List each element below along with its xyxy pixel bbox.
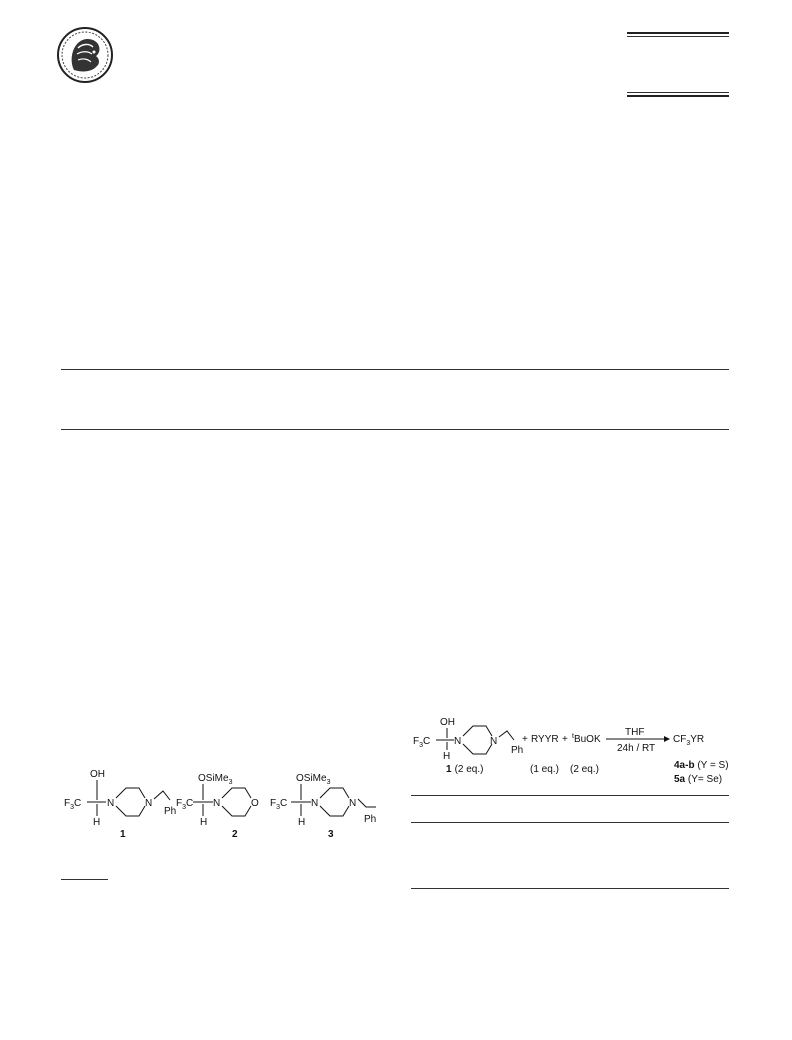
compound-3-osime3: OSiMe$_3$ — [296, 773, 331, 786]
scheme-product-note-1: 4a-b (Y = S) — [674, 760, 729, 771]
compound-2-structure — [176, 773, 259, 840]
scheme-reactant-label: 1 (2 eq.) — [446, 764, 484, 775]
figure-compounds — [60, 766, 390, 846]
compound-1-n2: N — [145, 798, 153, 809]
scheme-reactant-n2: N — [490, 736, 498, 747]
table-rule-top — [411, 795, 729, 796]
compound-2-o: O — [251, 798, 259, 809]
scheme-plus-2: + — [562, 734, 568, 745]
compound-3-ph: Ph — [364, 814, 377, 825]
compound-3-h: H — [298, 817, 306, 828]
compound-2-cf3: $F_3C$ — [176, 798, 194, 811]
header-rule-top — [627, 32, 729, 34]
scheme-arrow — [606, 727, 670, 754]
compound-3-n1: N — [311, 798, 319, 809]
compound-3-cf3: $F_3C$ — [270, 798, 288, 811]
scheme-product-note-2: 5a (Y= Se) — [674, 774, 723, 785]
compound-1-h: H — [93, 817, 101, 828]
compound-2-osime3: OSiMe$_3$ — [198, 773, 233, 786]
header-rule-bottom — [627, 95, 729, 97]
header-rule-top-thin — [627, 36, 729, 37]
scheme-arrow-conditions-top: THF — [625, 727, 645, 738]
scheme-reactant-n1: N — [454, 736, 462, 747]
compound-3-number: 3 — [328, 829, 334, 840]
compound-1-ph: Ph — [164, 806, 177, 817]
compound-2-n1: N — [213, 798, 221, 809]
scheme-reagent-tbuok-eq: (2 eq.) — [570, 764, 599, 775]
table-rule-bottom — [411, 888, 729, 889]
scheme-reactant-hydroxy: OH — [440, 717, 455, 728]
scheme-reactant-cf3: $F_3C$ — [413, 736, 431, 749]
compound-1-structure — [64, 769, 176, 840]
scheme-plus-1: + — [522, 734, 528, 745]
compound-1-cf3: $F_3C$ — [64, 798, 82, 811]
scheme-product: $CF_3YR$ — [673, 734, 705, 747]
compound-1-n1: N — [107, 798, 115, 809]
abstract-rule-top — [61, 369, 729, 370]
compound-2-h: H — [200, 817, 208, 828]
compound-1-number: 1 — [120, 829, 126, 840]
compound-3-structure — [270, 773, 376, 840]
table-rule-header — [411, 822, 729, 823]
scheme-arrow-conditions-bottom: 24h / RT — [617, 743, 656, 754]
reaction-scheme — [410, 710, 732, 786]
scheme-reactant-ph: Ph — [511, 745, 524, 756]
scheme-reagent-ryyr: RYYR — [531, 734, 559, 745]
compound-1-hydroxy: OH — [90, 769, 105, 780]
journal-logo — [56, 26, 114, 84]
scheme-reagent-tbuok: $^t$BuOK — [572, 733, 601, 745]
abstract-rule-bottom — [61, 429, 729, 430]
compound-3-n2: N — [349, 798, 357, 809]
header-rule-bottom-thin — [627, 92, 729, 93]
footnote-rule — [61, 879, 108, 880]
scheme-reagent-ryyr-eq: (1 eq.) — [530, 764, 559, 775]
compound-2-number: 2 — [232, 829, 238, 840]
scheme-reactant-h: H — [443, 751, 451, 762]
scheme-reactant-1 — [413, 717, 523, 775]
